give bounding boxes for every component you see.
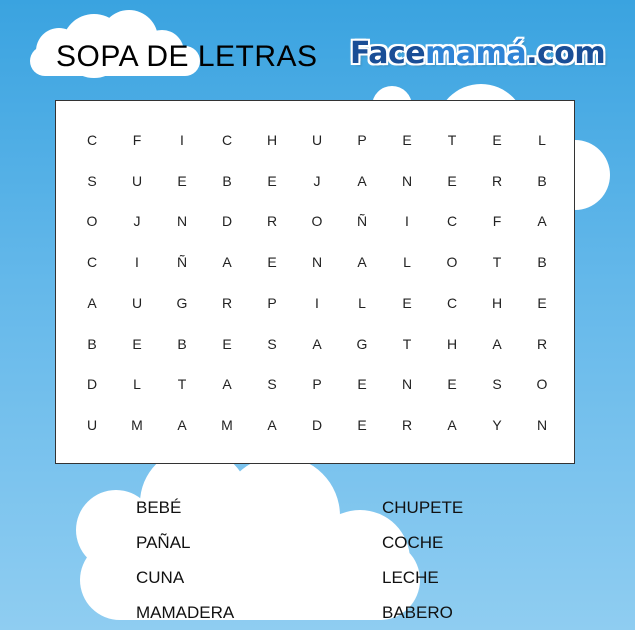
word-item: CHUPETE — [382, 498, 464, 517]
grid-letter[interactable]: J — [133, 213, 141, 230]
grid-letter[interactable]: R — [266, 213, 278, 230]
grid-letter[interactable]: T — [177, 376, 187, 393]
grid-letter[interactable]: A — [87, 294, 97, 311]
logo-part-dotcom: .com — [526, 36, 606, 71]
word-item: PAÑAL — [136, 533, 191, 552]
grid-letter[interactable]: D — [221, 213, 233, 230]
grid-letter[interactable]: E — [402, 294, 412, 311]
grid-letter[interactable]: U — [131, 172, 143, 189]
grid-letter[interactable]: G — [356, 335, 368, 352]
grid-letter[interactable]: F — [132, 132, 142, 148]
grid-letter[interactable]: M — [131, 416, 143, 433]
word-item: CUNA — [136, 568, 185, 587]
grid-letter[interactable]: A — [222, 254, 232, 271]
grid-letter[interactable]: S — [267, 376, 277, 393]
grid-letter[interactable]: O — [311, 213, 323, 230]
grid-letter[interactable]: E — [267, 172, 277, 189]
grid-letter[interactable]: C — [446, 294, 458, 311]
grid-letter[interactable]: I — [405, 213, 409, 230]
grid-letter[interactable]: B — [537, 254, 547, 271]
grid-letter[interactable]: E — [357, 416, 367, 433]
grid-letter[interactable]: B — [222, 172, 232, 189]
grid-letter[interactable]: R — [221, 294, 233, 311]
word-item: MAMADERA — [136, 603, 235, 622]
grid-letter[interactable]: A — [177, 416, 187, 433]
grid-letter[interactable]: A — [312, 335, 322, 352]
grid-letter[interactable]: A — [537, 213, 547, 230]
grid-letter[interactable]: Ñ — [356, 213, 368, 230]
grid-letter[interactable]: E — [357, 376, 367, 393]
grid-letter[interactable]: E — [447, 172, 457, 189]
word-item: LECHE — [382, 568, 439, 587]
grid-letter[interactable]: U — [131, 294, 143, 311]
grid-letter[interactable]: C — [86, 254, 98, 271]
grid-letter[interactable]: S — [492, 376, 502, 393]
grid-letter[interactable]: M — [221, 416, 233, 433]
grid-letter[interactable]: E — [222, 335, 232, 352]
grid-letter[interactable]: B — [537, 172, 547, 189]
grid-letter[interactable]: P — [267, 294, 277, 311]
grid-letter[interactable]: N — [176, 213, 188, 230]
grid-letter[interactable]: Ñ — [176, 254, 188, 271]
grid-letter[interactable]: O — [536, 376, 548, 393]
grid-letter[interactable]: E — [537, 294, 547, 311]
grid-letter[interactable]: E — [177, 172, 187, 189]
grid-letter[interactable]: I — [135, 254, 139, 271]
grid-letter[interactable]: E — [492, 132, 502, 148]
word-item: BABERO — [382, 603, 453, 622]
grid-letter[interactable]: P — [357, 132, 367, 148]
grid-letter[interactable]: U — [86, 416, 98, 433]
grid-letter[interactable]: Y — [492, 416, 502, 433]
grid-letter[interactable]: A — [357, 254, 367, 271]
grid-letter[interactable]: E — [267, 254, 277, 271]
grid-letter[interactable]: N — [401, 172, 413, 189]
grid-letter[interactable]: C — [86, 132, 98, 148]
grid-letter[interactable]: U — [311, 132, 323, 148]
grid-letter[interactable]: F — [492, 213, 502, 230]
grid-letter[interactable]: C — [446, 213, 458, 230]
word-item: COCHE — [382, 533, 444, 552]
grid-letter[interactable]: B — [177, 335, 187, 352]
grid-letter[interactable]: N — [311, 254, 323, 271]
word-item: BEBÉ — [136, 498, 182, 517]
grid-letter[interactable]: R — [536, 335, 548, 352]
grid-letter[interactable]: N — [536, 416, 548, 433]
grid-letter[interactable]: D — [311, 416, 323, 433]
grid-letter[interactable]: H — [491, 294, 503, 311]
grid-letter[interactable]: I — [315, 294, 319, 311]
grid-letter[interactable]: B — [87, 335, 97, 352]
grid-letter[interactable]: T — [492, 254, 502, 271]
grid-letter[interactable]: T — [447, 132, 457, 148]
grid-letter[interactable]: L — [358, 294, 366, 311]
grid-letter[interactable]: O — [86, 213, 98, 230]
grid-letter[interactable]: N — [401, 376, 413, 393]
grid-letter[interactable]: C — [221, 132, 233, 148]
grid-letter[interactable]: S — [87, 172, 97, 189]
logo-part-mama: mamá — [425, 36, 527, 71]
grid-letter[interactable]: E — [402, 132, 412, 148]
grid-letter[interactable]: A — [267, 416, 277, 433]
facemama-logo — [350, 36, 605, 71]
grid-letter[interactable]: P — [312, 376, 322, 393]
grid-letter[interactable]: A — [492, 335, 502, 352]
grid-letter[interactable]: H — [266, 132, 278, 148]
grid-letter[interactable]: S — [267, 335, 277, 352]
grid-letter[interactable]: A — [447, 416, 457, 433]
page-title: SOPA DE LETRAS — [56, 40, 318, 73]
grid-letter[interactable]: L — [133, 376, 141, 393]
grid-letter[interactable]: I — [180, 132, 184, 148]
grid-letter[interactable]: G — [176, 294, 188, 311]
grid-letter[interactable]: R — [401, 416, 413, 433]
grid-letter[interactable]: D — [86, 376, 98, 393]
grid-letter[interactable]: T — [402, 335, 412, 352]
grid-letter[interactable]: O — [446, 254, 458, 271]
grid-letter[interactable]: E — [447, 376, 457, 393]
grid-letter[interactable]: L — [538, 132, 546, 148]
grid-letter[interactable]: E — [132, 335, 142, 352]
grid-letter[interactable]: J — [313, 172, 321, 189]
word-search-grid — [55, 100, 575, 464]
grid-letter[interactable]: A — [222, 376, 232, 393]
grid-letter[interactable]: H — [446, 335, 458, 352]
grid-letter[interactable]: L — [403, 254, 411, 271]
grid-letter[interactable]: A — [357, 172, 367, 189]
grid-letter[interactable]: R — [491, 172, 503, 189]
logo-part-face: Face — [350, 36, 426, 71]
